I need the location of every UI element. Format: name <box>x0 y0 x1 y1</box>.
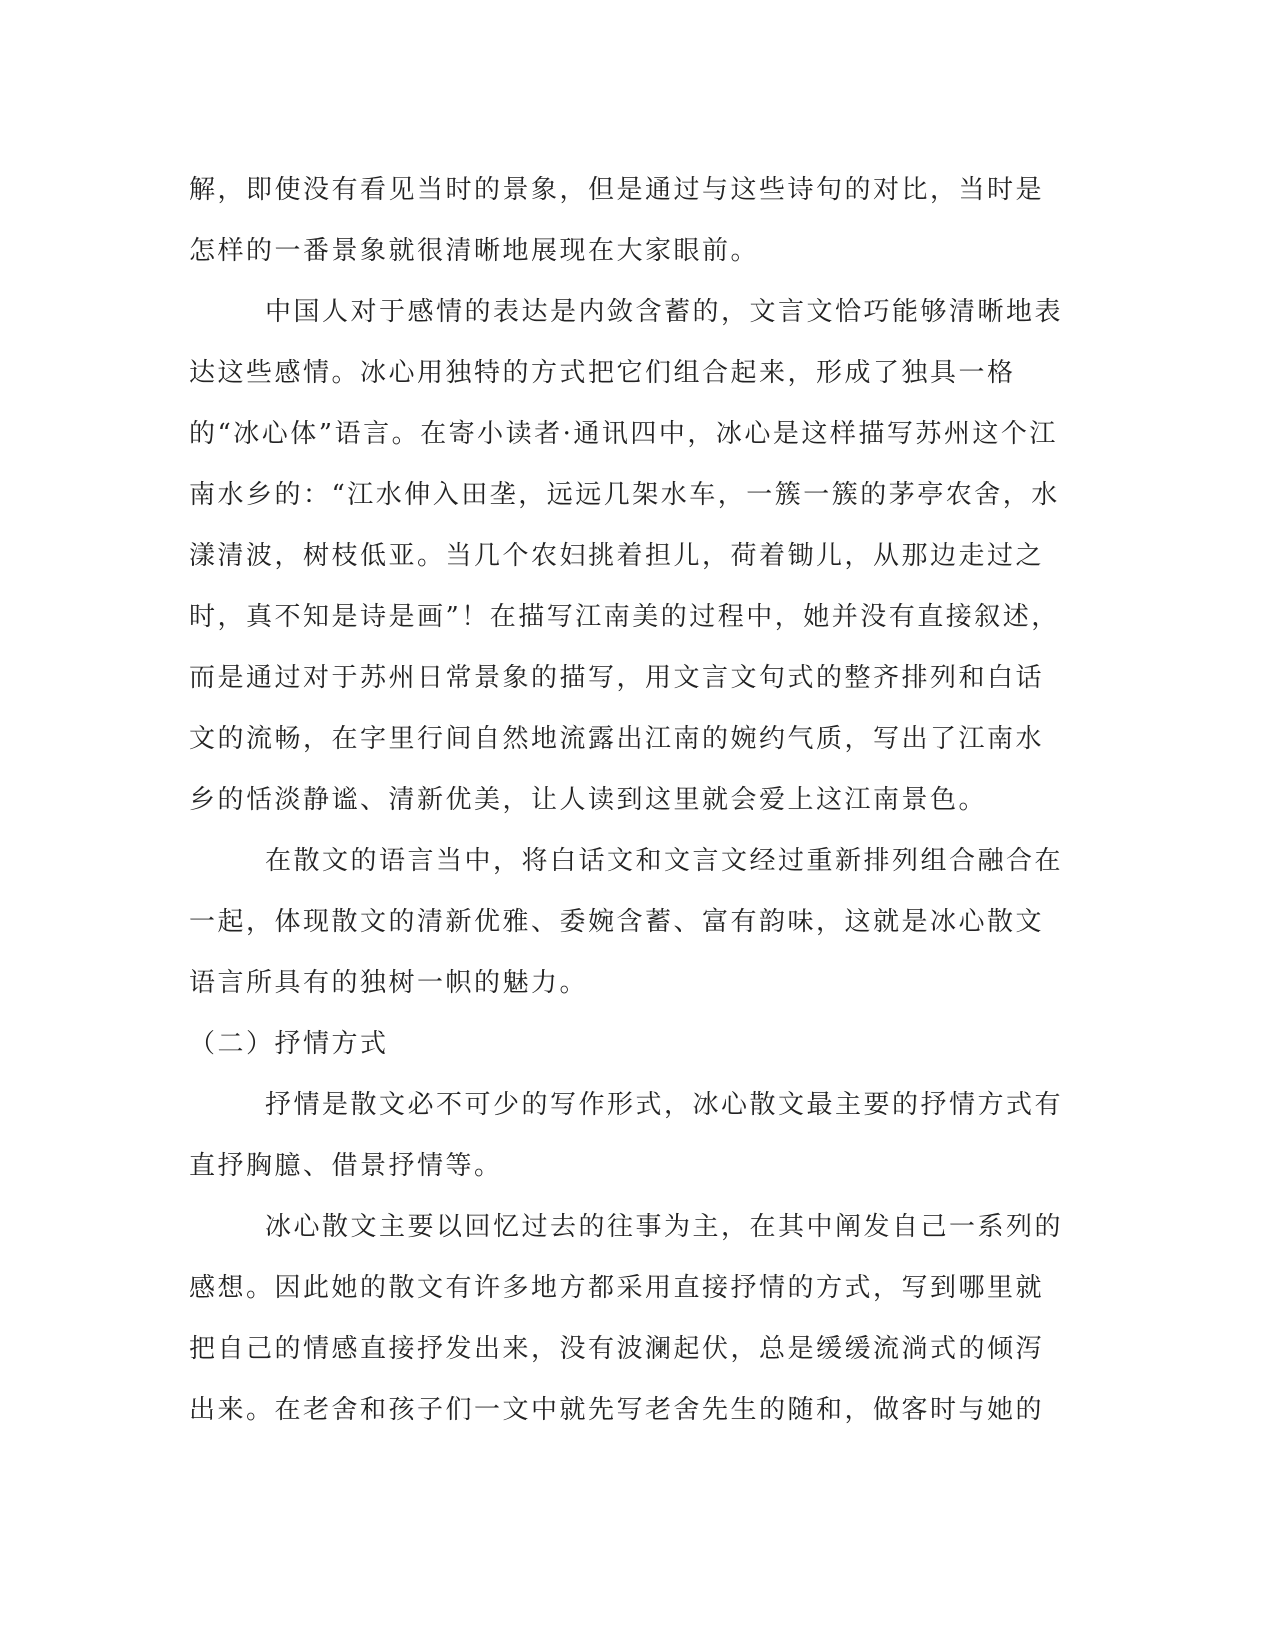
paragraph-direct-lyric: 冰心散文主要以回忆过去的往事为主，在其中阐发自己一系列的感想。因此她的散文有许多地方都采用直接抒情的方式，写到哪里就把自己的情感直接抒发出来，没有波澜起伏，总是缓缓流淌式的倾泻出来。在老舍和孩子们一文中就先写老舍先生的随和，做客时与她的 <box>189 1212 1064 1425</box>
paragraph-language-charm: 在散文的语言当中，将白话文和文言文经过重新排列组合融合在一起，体现散文的清新优雅、委婉含蓄、富有韵味，这就是冰心散文语言所具有的独树一帜的魅力。 <box>189 846 1064 998</box>
section-heading: （二）抒情方式 <box>189 1029 389 1059</box>
document-body <box>189 160 1069 1441</box>
paragraph-bingxin-style: 中国人对于感情的表达是内敛含蓄的，文言文恰巧能够清晰地表达这些感情。冰心用独特的方式把它们组合起来，形成了独具一格的“冰心体”语言。在寄小读者·通讯四中，冰心是这样描写苏州这个江南水乡的：“江水伸入田垄，远远几架水车，一簇一簇的茅亭农舍，水漾清波，树枝低亚。当几个农妇挑着担儿，荷着锄儿，从那边走过之时，真不知是诗是画”！在描写江南美的过程中，她并没有直接叙述，而是通过对于苏州日常景象的描写，用文言文句式的整齐排列和白话文的流畅，在字里行间自然地流露出江南的婉约气质，写出了江南水乡的恬淡静谧、清新优美，让人读到这里就会爱上这江南景色。 <box>189 297 1064 815</box>
paragraph-continuation: 解，即使没有看见当时的景象，但是通过与这些诗句的对比，当时是怎样的一番景象就很清晰地展现在大家眼前。 <box>189 175 1045 266</box>
paragraph-lyrical-intro: 抒情是散文必不可少的写作形式，冰心散文最主要的抒情方式有直抒胸臆、借景抒情等。 <box>189 1090 1064 1181</box>
